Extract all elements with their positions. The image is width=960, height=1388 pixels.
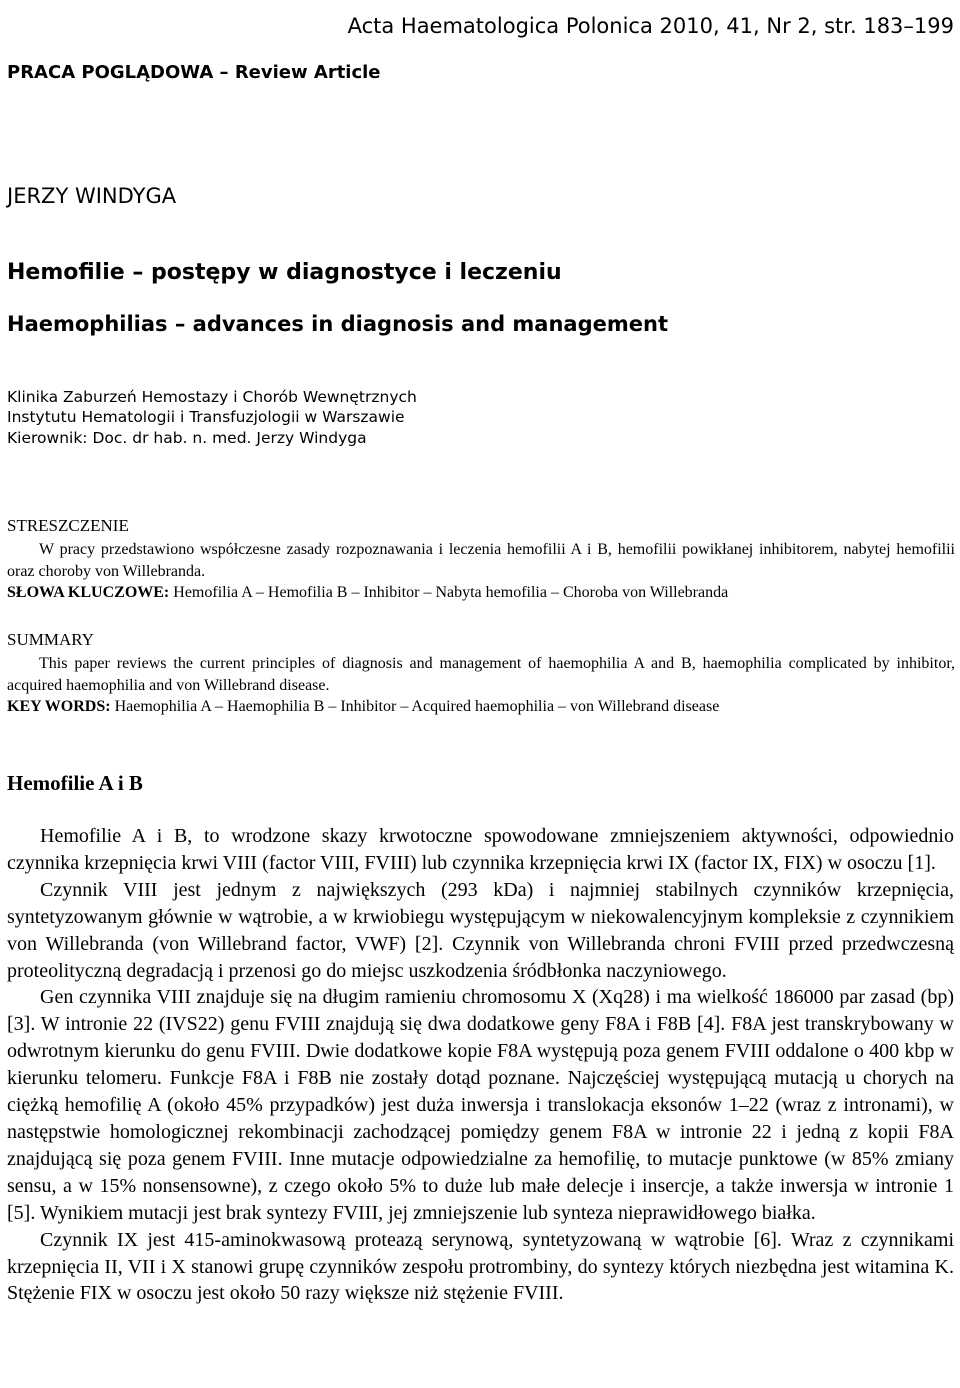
title-polish: Hemofilie – postępy w diagnostyce i leczeniu: [7, 260, 562, 285]
keywords-list: Haemophilia A – Haemophilia B – Inhibitor – Acquired haemophilia – von Willebrand disease: [114, 698, 720, 715]
body-paragraph: Czynnik VIII jest jednym z największych (293 kDa) i najmniej stabilnych czynników krzepnięcia, syntetyzowanym głównie w wątrobie, a w krwiobiegu występującym w niekowalencyjnym kompleksie z czynnikiem von Willebranda (von Willebrand factor, VWF) [2]. Czynnik von Willebranda chroni FVIII przed przedwczesną proteolityczną degradacją i przenosi go do miejsc uszkodzenia śródbłonka naczyniowego.: [7, 878, 954, 982]
affiliation-line: Instytutu Hematologii i Transfuzjologii w Warszawie: [7, 408, 405, 426]
keywords-line: [7, 582, 955, 604]
body-text: [7, 823, 954, 1307]
abstract-heading-polish: STRESZCZENIE: [7, 516, 129, 535]
keywords-line: [7, 696, 955, 718]
abstract-heading-english: SUMMARY: [7, 630, 94, 649]
abstract-text: This paper reviews the current principles of diagnosis and management of haemophilia A and B, haemophilia complicated by inhibitor, acquired haemophilia and von Willebrand disease.: [7, 655, 955, 694]
body-paragraph: Hemofilie A i B, to wrodzone skazy krwotoczne spowodowane zmniejszeniem aktywności, odpowiednio czynnika krzepnięcia krwi VIII (factor VIII, FVIII) lub czynnika krzepnięcia krwi IX (factor IX, FIX) w osoczu [1].: [7, 825, 954, 874]
article-type: PRACA POGLĄDOWA – Review Article: [7, 62, 381, 83]
affiliation-line: Kierownik: Doc. dr hab. n. med. Jerzy Windyga: [7, 429, 367, 447]
keywords-label: KEY WORDS:: [7, 698, 111, 715]
keywords-list: Hemofilia A – Hemofilia B – Inhibitor – Nabyta hemofilia – Choroba von Willebranda: [173, 584, 729, 601]
abstract-english: [7, 653, 955, 718]
body-paragraph: Gen czynnika VIII znajduje się na długim ramieniu chromosomu X (Xq28) i ma wielkość 186000 par zasad (bp) [3]. W intronie 22 (IVS22) genu FVIII znajdują się dwa dodatkowe geny F8A i F8B [4]. F8A jest transkrybowany w odwrotnym kierunku do genu FVIII. Dwie dodatkowe kopie F8A występują poza genem FVIII oddalone o 400 kbp w kierunku telomeru. Funkcje F8A i F8B nie zostały dotąd poznane. Najczęściej występującą mutacją u chorych na ciężką hemofilię A (około 45% przypadków) jest duża inwersja i translokacja eksonów 1–22 (wraz z intronami), w następstwie homologicznej rekombinacji zachodzącej pomiędzy genem F8A w intronie 22 i jedną z kopii F8A znajdującą się poza genem FVIII. Inne mutacje odpowiedzialne za hemofilię, to mutacje punktowe (w 85% zmiany sensu, a w 15% nonsensowne), z czego około 5% to duże lub małe delecje i insercje, a także inwersja w intronie 1 [5]. Wynikiem mutacji jest brak syntezy FVIII, jej zmniejszenie lub synteza nieprawidłowego białka.: [7, 986, 954, 1224]
author-name: JERZY WINDYGA: [7, 184, 177, 208]
section-heading: Hemofilie A i B: [7, 771, 143, 795]
keywords-label: SŁOWA KLUCZOWE:: [7, 584, 170, 601]
abstract-polish: [7, 539, 955, 604]
affiliation-line: Klinika Zaburzeń Hemostazy i Chorób Wewnętrznych: [7, 388, 417, 406]
title-english: Haemophilias – advances in diagnosis and management: [7, 312, 668, 336]
abstract-text: W pracy przedstawiono współczesne zasady rozpoznawania i leczenia hemofilii A i B, hemofilii powikłanej inhibitorem, nabytej hemofilii oraz choroby von Willebranda.: [7, 541, 955, 580]
journal-reference: Acta Haematologica Polonica 2010, 41, Nr 2, str. 183–199: [347, 14, 954, 38]
body-paragraph: Czynnik IX jest 415-aminokwasową proteazą serynową, syntetyzowaną w wątrobie [6]. Wraz z czynnikami krzepnięcia II, VII i X stanowi grupę czynników zespołu protrombiny, do syntezy których niezbędna jest witamina K. Stężenie FIX w osoczu jest około 50 razy większe niż stężenie FVIII.: [7, 1228, 954, 1305]
